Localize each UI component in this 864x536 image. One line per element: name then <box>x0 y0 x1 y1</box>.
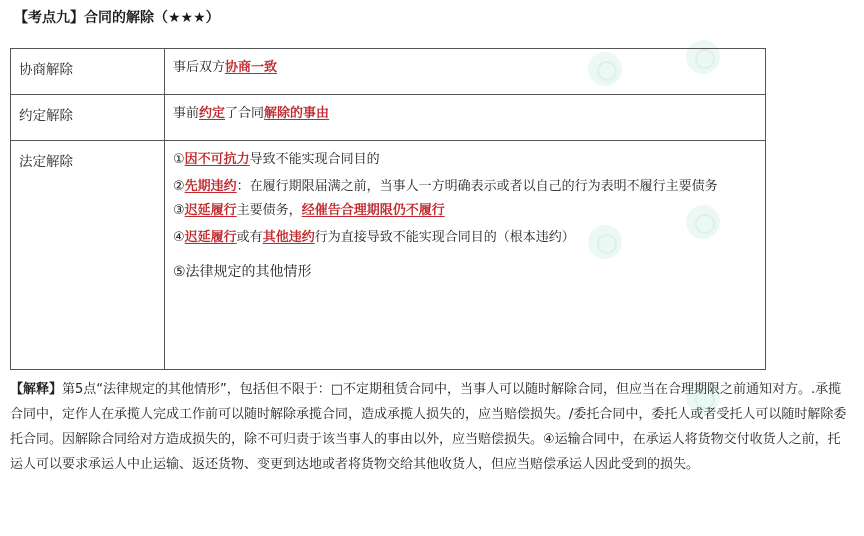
row-content <box>165 95 766 141</box>
list-item: ③迟延履行主要债务，经催告合理期限仍不履行 <box>173 203 445 218</box>
key-term: 先期违约 <box>184 179 237 194</box>
table-row <box>11 49 766 95</box>
key-term: 约定 <box>199 106 226 121</box>
section-title: 【考点九】合同的解除（★★★） <box>14 10 220 26</box>
explanation-note <box>10 377 852 477</box>
key-term: 其他违约 <box>262 230 315 245</box>
row-label: 约定解除 <box>11 95 165 141</box>
content-text: 事前 <box>173 106 200 121</box>
key-term: 因不可抗力 <box>184 152 250 167</box>
content-text: 了合同 <box>225 106 265 121</box>
list-item: ①因不可抗力导致不能实现合同目的 <box>173 152 380 167</box>
key-term: 协商一致 <box>225 60 278 75</box>
key-term: 解除的事由 <box>264 106 330 121</box>
list-item: ②先期违约：在履行期限届满之前，当事人一方明确表示或者以自己的行为表明不履行主要债务 <box>173 179 718 194</box>
row-content <box>165 49 766 95</box>
list-item: ⑤法律规定的其他情形 <box>173 264 312 280</box>
note-tag: 【解释】 <box>10 382 63 397</box>
note-text: 第5点“法律规定的其他情形”，包括但不限于：□不定期租赁合同中，当事人可以随时解除合同，但应当在合理期限之前通知对方。.承揽合同中，定作人在承揽人完成工作前可以随时解除承揽合同，造成承揽人损失的，应当赔偿损失。/委托合同中，委托人或者受托人可以随时解除委托合同。因解除合同给对方造成损失的，除不可归责于该当事人的事由以外，应当赔偿损失。④运输合同中，在承运人将货物交付收货人之前，托运人可以要求承运人中止运输、返还货物、变更到达地或者将货物交给其他收货人，但应当赔偿承运人因此受到的损失。 <box>10 382 847 472</box>
row-label: 协商解除 <box>11 49 165 95</box>
table-row <box>11 95 766 141</box>
key-term: 迟延履行 <box>184 230 237 245</box>
contract-termination-table <box>10 48 766 370</box>
content-text: 事后双方 <box>173 60 226 75</box>
row-content <box>165 141 766 370</box>
table-row <box>11 141 766 370</box>
list-item: ④迟延履行或有其他违约行为直接导致不能实现合同目的（根本违约） <box>173 230 575 245</box>
key-term: 经催告合理期限仍不履行 <box>301 203 445 218</box>
key-term: 迟延履行 <box>184 203 237 218</box>
row-label: 法定解除 <box>11 141 165 370</box>
